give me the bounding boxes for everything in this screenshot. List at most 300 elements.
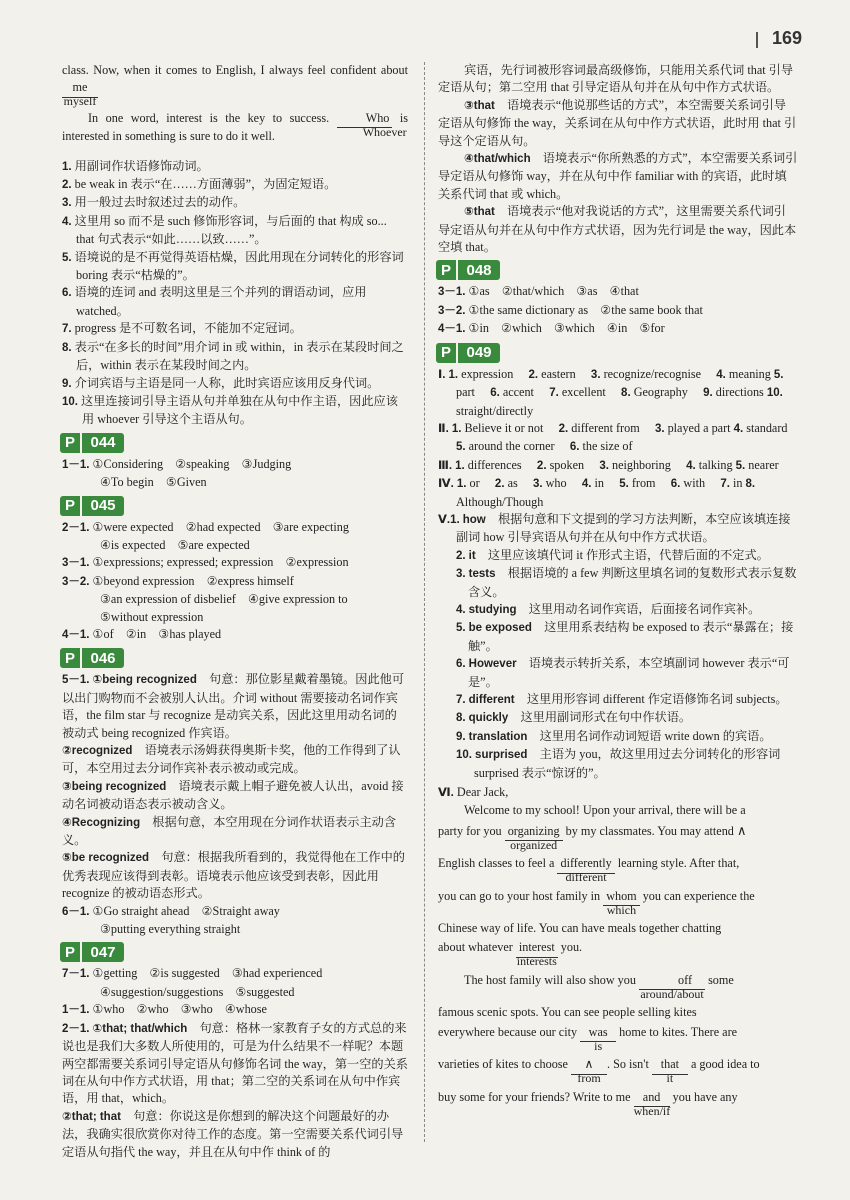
greeting-text: Dear Jack, (456, 785, 509, 800)
answer-keyword: ④that/which (464, 153, 531, 166)
explanation-text: 根据句意，本空用现在分词作状语表示主动含义。 (62, 814, 397, 848)
letter-text: a good idea to (690, 1057, 760, 1072)
answer-text: ①getting ②is suggested ③had experienced (92, 966, 323, 981)
answer-text: meaning (728, 366, 771, 381)
answer-line (62, 1001, 408, 1019)
badge-letter: P (60, 648, 80, 668)
answer-number: 10. (456, 749, 472, 762)
correction (505, 823, 563, 852)
badge-number: 047 (80, 942, 124, 962)
answer-text: ③putting everything straight (100, 922, 241, 937)
text: class. Now, when it comes to English, I always feel confident about (62, 63, 408, 77)
answer-number: 8. (621, 387, 631, 400)
letter-text: home to kites. There are (619, 1024, 738, 1039)
intro-paragraph (62, 62, 408, 109)
page-number-divider (756, 32, 758, 48)
answer-text: Although/Though (456, 494, 544, 509)
section-label: Ⅲ. (438, 459, 453, 472)
corrected-word: organized (510, 837, 558, 852)
letter-text: Chinese way of life. You can have meals together chatting (438, 921, 722, 936)
explanation (438, 511, 798, 547)
answer-number: 6－1. (62, 905, 90, 918)
answer-number: 3－1. (62, 557, 90, 570)
answer-number: 6. (456, 658, 466, 671)
item-text: 用副词作状语修饰动词。 (74, 158, 209, 173)
correction (633, 1089, 671, 1118)
explanation (438, 203, 798, 256)
letter-line (438, 822, 798, 852)
explanation-text: 语境表示“他说那些话的方式”，本空需要关系词引导定语从句修饰 the way，关系词在从句中作方式状语，此时用 that 引导这个定语从句。 (438, 97, 797, 148)
answer-keyword: studying (468, 603, 517, 616)
badge-letter: P (60, 496, 80, 516)
answer-text: standard (746, 420, 788, 435)
wrong-word: interest (518, 940, 555, 955)
list-item (62, 158, 408, 176)
answer-number: 5. (456, 622, 466, 635)
explanation (62, 814, 408, 850)
explanation (62, 1020, 408, 1108)
answer-text: as (507, 476, 518, 491)
explanation (62, 671, 408, 742)
item-text: 语境说的是不再觉得英语枯燥，因此用现在分词转化的形容词 boring 表示“枯燥的”。 (74, 249, 404, 283)
correction (557, 855, 614, 885)
correction (337, 110, 407, 139)
section-label: Ⅳ. (438, 478, 454, 491)
explanation (62, 742, 408, 778)
answer-number: 1. (450, 513, 460, 526)
answer-text: in (732, 476, 743, 491)
answer-number: 3－1. (438, 286, 466, 299)
answer-number: 5. (456, 441, 466, 454)
answer-keyword: different (468, 694, 515, 706)
wrong-word: differently (560, 856, 612, 871)
answer-keyword: However (468, 658, 517, 671)
answer-number: 4. (716, 368, 726, 381)
answer-number: 7. (720, 478, 730, 491)
answer-number: 9. (703, 387, 713, 400)
letter-line (438, 920, 798, 937)
answer-keyword: ③that (464, 99, 495, 112)
answer-line (62, 903, 408, 921)
section-label: Ⅴ. (438, 513, 451, 526)
letter-line (438, 855, 798, 885)
answer-text: ①in ②which ③which ④in ⑤for (468, 321, 665, 336)
left-column (62, 62, 408, 1161)
answer-keyword: tests (468, 568, 496, 581)
corrected-word: around/about (640, 986, 704, 1001)
wrong-word: was (588, 1024, 608, 1039)
answer-line (62, 474, 408, 491)
answer-keyword: ②that; that (62, 1110, 121, 1123)
answer-text: from (631, 476, 656, 491)
letter-text: you have any (672, 1089, 738, 1104)
answer-number: 4－1. (62, 628, 90, 641)
answer-number: 2. (494, 478, 505, 491)
answer-line (438, 302, 798, 320)
answer-keyword: ④Recognizing (62, 816, 141, 829)
answer-number: 1. (455, 459, 465, 472)
column-divider (424, 62, 425, 1142)
explanation-text: 语境表示戴上帽子避免被人认出，avoid 接动名词被动语态表示被动含义。 (62, 778, 404, 812)
wrong-word: whom (606, 888, 637, 903)
badge-number: 046 (80, 648, 124, 668)
answer-text: ①expressions; expressed; expression ②expression (92, 555, 349, 570)
correction (639, 972, 705, 1001)
explanation-text: 语境表示“你所熟悉的方式”，本空需要关系词引导定语从句修饰 way，并在从句中作 familiar with 的宾语，此时填关系代词 that 或 which。 (438, 151, 798, 201)
letter-text: some (708, 972, 734, 987)
answer-line (62, 456, 408, 474)
answer-text: who (545, 476, 567, 491)
list-item (62, 339, 408, 375)
explanation-text: 语境表示转折关系，本空填副词 however 表示“可是”。 (468, 656, 790, 689)
answer-line (62, 609, 408, 626)
item-number: 5. (62, 251, 72, 264)
explanation (438, 619, 798, 655)
answer-text: the size of (582, 439, 633, 454)
explanation-text: 这里用系表结构 be exposed to 表示“暴露在；接触”。 (468, 620, 794, 653)
answer-number: 4. (581, 478, 592, 491)
explanation (438, 565, 798, 601)
section-label: Ⅰ. (438, 368, 446, 381)
section-1 (438, 366, 798, 420)
letter-line (438, 972, 798, 1001)
badge-number: 045 (80, 496, 124, 516)
correction (516, 939, 558, 969)
corrected-word: different (565, 870, 607, 885)
explanation (62, 849, 408, 902)
explanation-text: 句意：你说这是你想到的解决这个问题最好的办法，我确实很欣赏你对待工作的态度。第一空需要关系代词引导定语从句指代 the way，并且在从句中作 think of 的 (62, 1108, 404, 1159)
list-item (62, 393, 408, 429)
section-4 (438, 475, 798, 511)
letter-text: you can go to your host family in (438, 888, 601, 903)
item-number: 3. (62, 197, 72, 210)
letter-text: you. (560, 940, 583, 955)
letter-text: buy some for your friends? Write to me (438, 1089, 631, 1104)
answer-keyword: quickly (468, 712, 509, 725)
item-text: 用一般过去时叙述过去的动作。 (74, 195, 246, 210)
answer-number: 3. (456, 568, 466, 581)
answer-number: 3－2. (62, 575, 90, 588)
letter-text: learning style. After that, (617, 856, 740, 871)
answer-number: 2. (456, 549, 466, 562)
wrong-word: organizing (507, 823, 560, 838)
corrected-word: is (594, 1038, 603, 1053)
answer-keyword: ⑤be recognized (62, 852, 150, 865)
answer-keyword: ②recognized (62, 745, 133, 757)
explanation (438, 691, 798, 709)
corrected-word: myself (63, 94, 97, 109)
answer-line (62, 921, 408, 938)
answer-line (62, 519, 408, 537)
explanation-list (62, 158, 408, 429)
answer-number: 4. (733, 422, 744, 435)
item-text: 这里用 so 而不是 such 修饰形容词，与后面的 that 构成 so... that 句式表示“如此……以致……”。 (74, 213, 387, 247)
answer-number: 5. (773, 368, 784, 381)
answer-number: 7－1. (62, 968, 90, 981)
explanation-text: 宾语，先行词被形容词最高级修饰，只能用关系代词 that 引导定语从句；第二空用 that 引导定语从句并在从句中作方式状语。 (438, 63, 794, 95)
answer-number: 3－2. (438, 304, 466, 317)
answer-number: 4－1. (438, 323, 466, 336)
answer-number: 2－1. (62, 1022, 90, 1035)
answer-number: 4. (456, 603, 466, 616)
answer-number: 6. (670, 478, 681, 491)
answer-number: 6. (569, 441, 580, 454)
section-6-letter (438, 784, 798, 1118)
section-label: Ⅵ. (438, 787, 454, 800)
explanation (438, 728, 798, 746)
letter-text: famous scenic spots. You can see people selling kites (438, 1005, 697, 1020)
answer-text: excellent (561, 385, 606, 400)
section-2 (438, 420, 798, 457)
answer-text: ①were expected ②had expected ③are expecting (92, 519, 349, 534)
answer-text: ①of ②in ③has played (92, 626, 222, 641)
explanation (62, 1108, 408, 1161)
answer-keyword: ③being recognized (62, 780, 167, 793)
wrong-word: Who (365, 110, 390, 125)
explanation-text: 这里用形容词 different 作定语修饰名词 subjects。 (526, 692, 788, 706)
answer-line (438, 320, 798, 338)
explanation-text: 句意：那位影星戴着墨镜。因此他可以出门购物而不会被别人认出。介词 without 需要接动名词作宾语，the film star 与 recognize 是动宾关系，因此这里用动名词的被动式 being recognized 作宾语。 (62, 672, 405, 740)
answer-text: around the corner (468, 439, 555, 454)
section-label: Ⅱ. (438, 422, 449, 435)
text: In one word, interest is the key to success. (88, 110, 330, 125)
correction (603, 888, 639, 917)
answer-number: 6. (490, 387, 500, 400)
section-badge-049 (436, 343, 500, 363)
item-text: progress 是不可数名词，不能加不定冠词。 (74, 321, 302, 336)
item-text: 这里连接词引导主语从句并单独在从句中作主语，因此应该用 whoever 引导这个主语从句。 (81, 393, 398, 427)
badge-number: 044 (80, 433, 124, 453)
badge-letter: P (436, 343, 456, 363)
answer-text: with (683, 476, 706, 491)
text: is interested in something is sure to do it well. (62, 110, 409, 144)
section-3 (438, 457, 798, 475)
answer-keyword: it (468, 549, 476, 562)
answer-text: eastern (541, 366, 576, 381)
letter-greeting (438, 784, 798, 802)
letter-line (438, 1056, 798, 1086)
answer-text: played a part (667, 420, 731, 435)
section-badge-045 (60, 496, 124, 516)
explanation-text: 这里用副词形式在句中作状语。 (520, 710, 692, 725)
answer-number: 2. (528, 368, 539, 381)
answer-text: expression (461, 366, 514, 381)
corrected-word: which (606, 902, 637, 917)
section-badge-047 (60, 942, 124, 962)
explanation-text: 这里用动名词作宾语，后面接名词作宾补。 (528, 601, 761, 616)
answer-number: 3. (532, 478, 543, 491)
answer-number: 7. (549, 387, 559, 400)
letter-line (438, 1004, 798, 1021)
answer-text: ①Considering ②speaking ③Judging (92, 456, 292, 471)
section-badge-046 (60, 648, 124, 668)
corrected-word: it (666, 1071, 674, 1086)
answer-line (62, 537, 408, 554)
answer-text: ①as ②that/which ③as ④that (468, 284, 639, 299)
answer-number: 2－1. (62, 521, 90, 534)
answer-number: 3. (590, 368, 601, 381)
answer-number: 8. (745, 478, 756, 491)
answer-text: Geography (633, 385, 688, 400)
explanation (438, 601, 798, 619)
explanation-text: 句意：根据我所看到的，我觉得他在工作中的优秀表现应该得到表彰。语境表示他应该受到表彰，因此用 recognize 的被动语态形式。 (62, 850, 405, 901)
wrong-word: that (660, 1057, 680, 1072)
item-text: 介词宾语与主语是同一人称，此时宾语应该用反身代词。 (74, 375, 380, 390)
list-item (62, 213, 408, 249)
answer-line (62, 591, 408, 608)
letter-text: party for you (438, 823, 502, 838)
explanation-text: 句意：格林一家教育子女的方式总的来说也是我们大多数人所使用的，可是为什么结果不一样呢？本题两空都需要关系词引导定语从句修饰名词 the way，第一空的关系词在从句中作方式状语，用 that；第二空的关系词在从句中作宾语，用 that，which。 (62, 1020, 408, 1106)
list-item (62, 284, 408, 320)
letter-line (438, 802, 798, 819)
correction (652, 1056, 688, 1086)
answer-keyword: how (462, 513, 486, 526)
answer-text: Believe it or not (464, 420, 544, 435)
answer-keyword: surprised (475, 749, 528, 762)
letter-text: English classes to feel a (438, 856, 555, 871)
answer-text: part (456, 385, 475, 400)
correction (580, 1024, 616, 1053)
corrected-word: when/if (633, 1103, 671, 1118)
answer-text: accent (502, 385, 534, 400)
item-number: 2. (62, 179, 72, 192)
answer-number: 8. (456, 712, 466, 725)
explanation (438, 150, 798, 203)
answer-keyword: ①being recognized (92, 674, 197, 687)
badge-letter: P (60, 433, 80, 453)
item-number: 8. (62, 341, 72, 354)
answer-text: ④is expected ⑤are expected (100, 537, 250, 552)
explanation-text: 这里用名词作动词短语 write down 的宾语。 (539, 728, 772, 743)
letter-text: about whatever (438, 940, 513, 955)
explanation (438, 709, 798, 727)
page-number: 169 (771, 28, 802, 48)
letter-text: The host family will also show you (464, 972, 636, 987)
answer-text: or (469, 476, 480, 491)
answer-text: spoken (549, 457, 585, 472)
answer-line (62, 984, 408, 1001)
item-number: 6. (62, 287, 72, 300)
answer-text: talking (698, 457, 733, 472)
letter-text: Welcome to my school! Upon your arrival, there will be a (464, 803, 746, 818)
explanation (438, 62, 798, 97)
answer-number: 5－1. (62, 674, 90, 687)
answer-text: ④suggestion/suggestions ⑤suggested (100, 984, 295, 999)
explanation (438, 746, 798, 782)
explanation-text: 根据语境的 a few 判断这里填名词的复数形式表示复数含义。 (468, 566, 797, 599)
letter-text: varieties of kites to choose (438, 1057, 568, 1072)
answer-text: ①beyond expression ②express himself (92, 573, 294, 588)
explanation-text: 这里应该填代词 it 作形式主语，代替后面的不定式。 (487, 547, 769, 562)
wrong-word: me (72, 80, 88, 95)
answer-keyword: translation (468, 730, 528, 743)
section-5 (438, 511, 798, 782)
answer-number: 7. (456, 694, 466, 706)
letter-text: by my classmates. You may attend (565, 823, 734, 838)
conclusion-paragraph (62, 110, 408, 146)
answer-number: 1－1. (62, 1004, 90, 1017)
explanation-text: 主语为 you，故这里用过去分词转化的形容词 surprised 表示“惊讶的”。 (474, 747, 781, 780)
explanation (438, 547, 798, 565)
letter-line (438, 888, 798, 917)
wrong-word: off (678, 972, 693, 987)
answer-number: 1. (456, 478, 467, 491)
answer-number: 5. (619, 478, 629, 491)
answer-line (62, 626, 408, 644)
answer-text: ①the same dictionary as ②the same book that (468, 302, 703, 317)
answer-line (62, 573, 408, 591)
list-item (62, 375, 408, 393)
section-badge-044 (60, 433, 124, 453)
item-number: 1. (62, 160, 72, 173)
explanation (438, 97, 798, 150)
answer-text: in (594, 476, 604, 491)
answer-number: 1. (448, 368, 459, 381)
explanation-text: 语境表示汤姆获得奥斯卡奖，他的工作得到了认可，本空用过去分词作宾补表示被动或完成。 (62, 743, 401, 776)
insert-mark: ∧ (584, 1057, 594, 1072)
answer-number: 4. (686, 459, 696, 472)
item-text: 表示“在多长的时间”用介词 in 或 within，in 表示在某段时间之后，within 表示在某段时间之内。 (74, 339, 404, 373)
badge-number: 049 (456, 343, 500, 363)
answer-number: 1. (451, 422, 462, 435)
answer-text: ①who ②who ③who ④whose (92, 1002, 267, 1017)
answer-text: different from (571, 420, 640, 435)
answer-number: 1－1. (62, 458, 90, 471)
answer-text: ④To begin ⑤Given (100, 475, 207, 490)
answer-line (62, 554, 408, 572)
list-item (62, 194, 408, 212)
wrong-word: and (642, 1089, 661, 1104)
letter-line (438, 1089, 798, 1118)
answer-text: neighboring (611, 457, 671, 472)
answer-keyword: ⑤that (464, 206, 495, 219)
letter-text: . So isn't (607, 1057, 649, 1072)
correction (571, 1056, 607, 1086)
answer-number: 5. (735, 459, 746, 472)
answer-keyword: ①that; that/which (92, 1022, 188, 1035)
answer-line (438, 283, 798, 301)
explanation-text: 语境表示“他对我说话的方式”，这里需要关系代词引导定语从句并在从句中作方式状语，因为先行词是 the way，因此本空填 that。 (438, 204, 797, 255)
answer-text: straight/directly (456, 403, 534, 418)
answer-keyword: be exposed (468, 622, 532, 635)
answer-text: directions (715, 385, 764, 400)
answer-text: recognize/recognise (603, 366, 702, 381)
badge-number: 048 (456, 260, 500, 280)
item-number: 7. (62, 323, 72, 336)
letter-text: you can experience the (642, 888, 755, 903)
correction (62, 79, 98, 109)
item-number: 4. (62, 215, 72, 228)
item-number: 9. (62, 377, 72, 390)
list-item (62, 320, 408, 338)
answer-text: ①Go straight ahead ②Straight away (92, 903, 280, 918)
insert-mark: ∧ (736, 822, 747, 838)
answer-number: 2. (558, 422, 569, 435)
explanation-text: 根据句意和下文提到的学习方法判断，本空应该填连接副词 how 引导宾语从句并在从句中作方式状语。 (456, 511, 791, 545)
badge-letter: P (60, 942, 80, 962)
list-item (62, 176, 408, 194)
section-badge-048 (436, 260, 500, 280)
answer-text: ③an expression of disbelief ④give expression to (100, 592, 348, 607)
corrected-word: interests (516, 954, 557, 969)
right-column (438, 62, 798, 1121)
letter-line (438, 1024, 798, 1053)
explanation (62, 778, 408, 814)
answer-text: differences (467, 457, 522, 472)
list-item (62, 249, 408, 285)
answer-number: 2. (536, 459, 547, 472)
answer-number: 9. (456, 730, 466, 743)
